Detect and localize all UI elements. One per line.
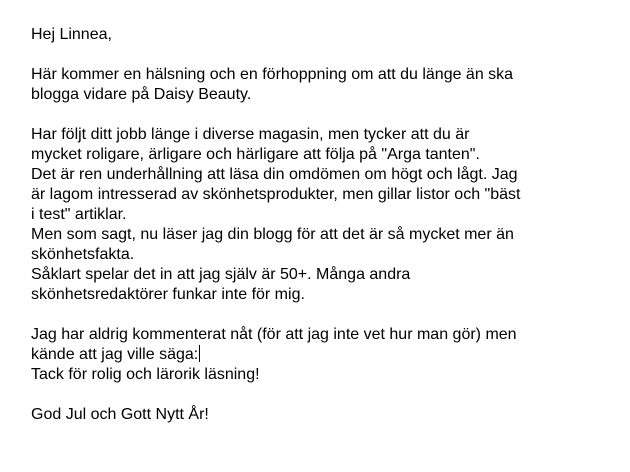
text-line: Men som sagt, nu läser jag din blogg för att det är så mycket mer än <box>31 226 514 243</box>
text-line: Tack för rolig och lärorik läsning! <box>31 366 260 383</box>
text-line: skönhetsfakta. <box>31 246 135 263</box>
greeting-paragraph <box>31 25 601 45</box>
greeting-line: Hej Linnea, <box>31 26 112 43</box>
text-line: Såklart spelar det in att jag själv är 50+. Många andra <box>31 266 411 283</box>
text-line: är lagom intresserad av skönhetsprodukter, men gillar listor och "bäst <box>31 186 521 203</box>
closing-paragraph <box>31 325 601 385</box>
text-line: blogga vidare på Daisy Beauty. <box>31 86 252 103</box>
signoff-paragraph <box>31 405 601 425</box>
body-paragraph <box>31 125 601 305</box>
text-line: Har följt ditt jobb länge i diverse magasin, men tycker att du är <box>31 126 470 143</box>
text-line-content: kände att jag ville säga: <box>31 346 199 363</box>
text-cursor <box>199 345 200 362</box>
letter-text-area[interactable] <box>31 25 601 445</box>
text-line: i test" artiklar. <box>31 206 127 223</box>
text-line: Här kommer en hälsning och en förhoppning om att du länge än ska <box>31 66 514 83</box>
text-line: skönhetsredaktörer funkar inte för mig. <box>31 286 305 303</box>
signoff-line: God Jul och Gott Nytt År! <box>31 406 209 423</box>
text-line: Jag har aldrig kommenterat nåt (för att jag inte vet hur man gör) men <box>31 326 517 343</box>
text-line: Det är ren underhållning att läsa din omdömen om högt och lågt. Jag <box>31 166 518 183</box>
intro-paragraph <box>31 65 601 105</box>
text-line: mycket roligare, ärligare och härligare att följa på "Arga tanten". <box>31 146 480 163</box>
text-line-with-cursor <box>31 345 601 365</box>
